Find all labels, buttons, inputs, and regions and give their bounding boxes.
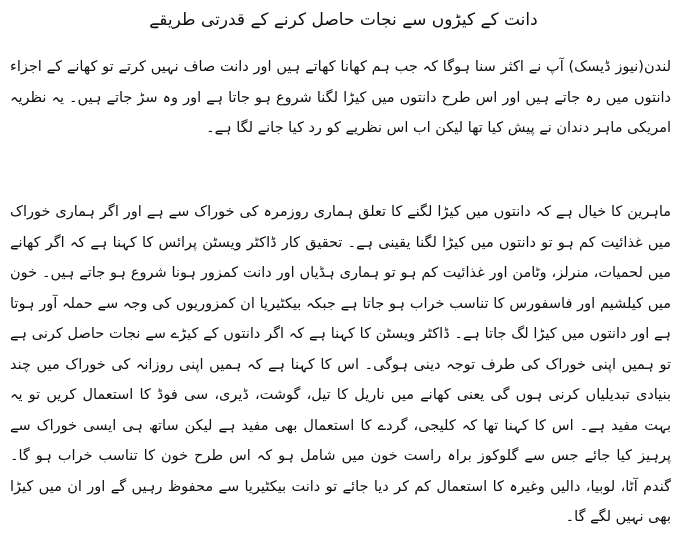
article-title: دانت کے کیڑوں سے نجات حاصل کرنے کے قدرتی طریقے (149, 10, 538, 30)
article-paragraph-1: لندن(نیوز ڈیسک) آپ نے اکثر سنا ہوگا کہ جب ہم کھانا کھاتے ہیں اور دانت صاف نہیں کرتے تو کھانے کے اجزاء دانتوں میں رہ جاتے ہیں اور اس طرح دانتوں میں کیڑا لگنا شروع ہو جاتا ہے اور وہ سڑ جاتے ہیں۔ یہ نظریہ امریکی ماہر دندان نے پیش کیا تھا لیکن اب اس نظریے کو رد کیا جانے لگا ہے۔ (10, 59, 671, 136)
article-paragraph-2: ماہرین کا خیال ہے کہ دانتوں میں کیڑا لگنے کا تعلق ہماری روزمرہ کی خوراک سے ہے اور اگر ہماری خوراک میں غذائیت کم ہو تو دانتوں میں کیڑا لگنا یقینی ہے۔ تحقیق کار ڈاکٹر ویسٹن پرائس کا کہنا ہے کہ اگر کھانے میں لحمیات، منرلز، وٹامن اور غذائیت کم ہو تو ہماری ہڈیاں اور دانت کمزور ہونا شروع ہو جاتے ہیں۔ خون میں کیلشیم اور فاسفورس کا تناسب خراب ہو جاتا ہے جبکہ بیکٹیریا ان کمزوریوں کی وجہ سے حملہ آور ہوتا ہے اور دانتوں میں کیڑا لگ جاتا ہے۔ ڈاکٹر ویسٹن کا کہنا ہے کہ اگر دانتوں کے کیڑے سے نجات حاصل کرنی ہے تو ہمیں اپنی خوراک کی طرف توجہ دینی ہوگی۔ اس کا کہنا ہے کہ ہمیں اپنی روزانہ کی خوراک میں چند بنیادی تبدیلیاں کرنی ہوں گی یعنی کھانے میں ناریل کا تیل، گوشت، ڈیری، سی فوڈ کا استعمال کریں تو یہ بہت مفید ہے۔ اس کا کہنا تھا کہ کلیجی، گردے کا استعمال بھی مفید ہے لیکن ساتھ ہی ایسی خوراک سے پرہیز کیا جائے جس سے گلوکوز براہ راست خون میں شامل ہو کہ اس طرح خون کا تناسب خراب ہو گا۔ گندم آٹا، لوبیا، دالیں وغیرہ کا استعمال کم کر دیا جائے تو دانت بیکٹیریا سے محفوظ رہیں گے اور ان میں کیڑا بھی نہیں لگے گا۔ (10, 204, 671, 525)
